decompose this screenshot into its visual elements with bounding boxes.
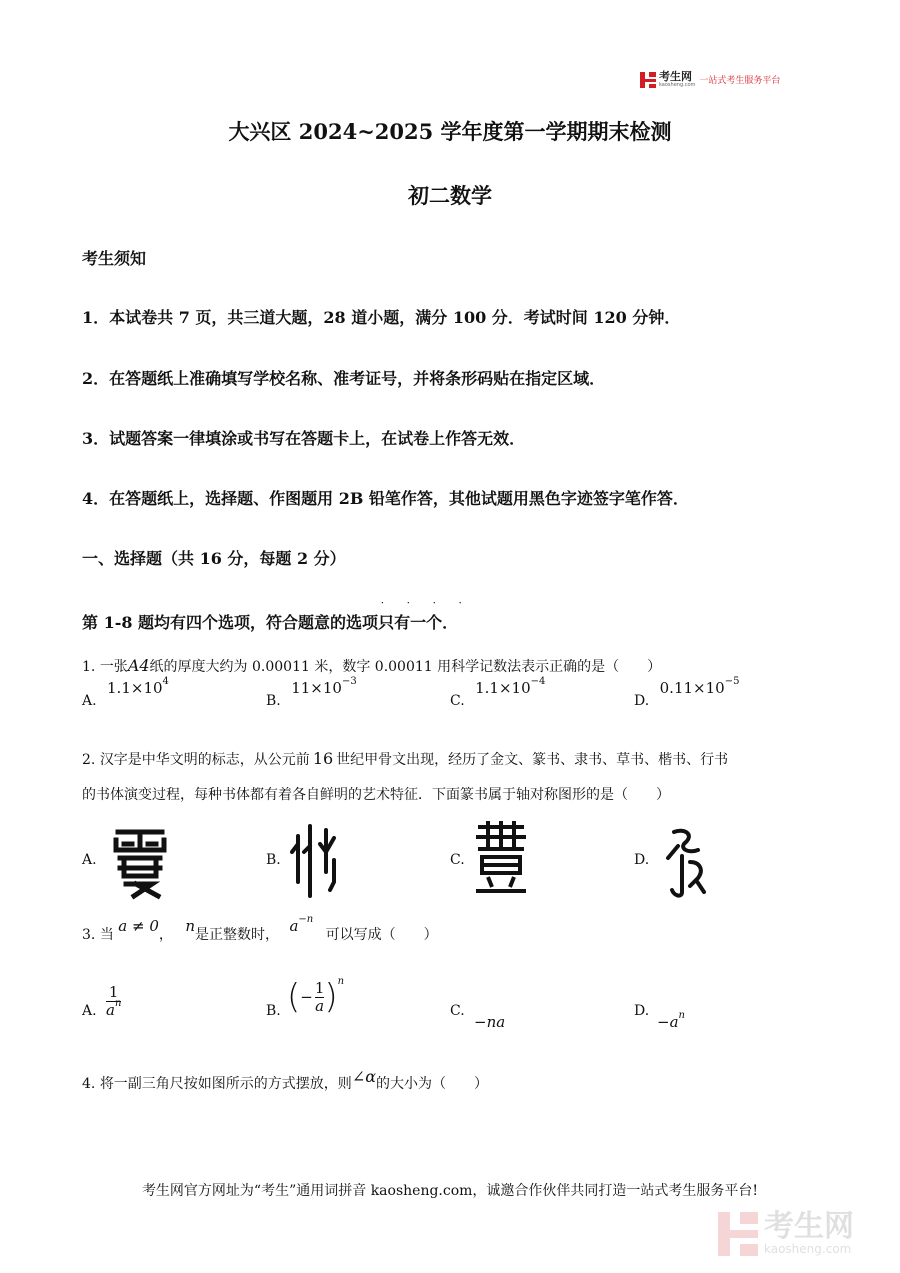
exam-title: 大兴区 2024~2025 学年度第一学期期末检测 xyxy=(228,119,672,144)
option-base: 1.1×10 xyxy=(475,679,531,697)
q1-var: A4 xyxy=(127,656,150,675)
watermark-name: 考生网 xyxy=(764,1209,854,1244)
q2-text-b: 世纪甲骨文出现，经历了金文、篆书、隶书、草书、楷书、行书 xyxy=(336,752,729,768)
option-exp: −4 xyxy=(530,676,546,687)
notice-item-4: 4．在答题纸上，选择题、作图题用 2B 铅笔作答，其他试题用黑色字迹签字笔作答． xyxy=(82,489,689,508)
q3-label-b[interactable]: B. xyxy=(266,1003,281,1019)
instruction-end: ． xyxy=(442,613,459,632)
left-paren: ( xyxy=(287,977,301,1017)
seal-script-glyph-b[interactable] xyxy=(290,822,342,900)
q3-label-c[interactable]: C. xyxy=(450,1003,465,1019)
option-exp: 4 xyxy=(162,676,169,687)
q2-label-b[interactable]: B. xyxy=(266,852,281,868)
logo-name: 考生网 xyxy=(659,70,692,83)
q3-option-a[interactable] xyxy=(106,984,121,1018)
q1-number: 1. xyxy=(82,659,96,675)
notice-item-2: 2．在答题纸上准确填写学校名称、准考证号，并将条形码贴在指定区域． xyxy=(82,369,606,388)
seal-script-glyph-a[interactable] xyxy=(112,826,168,900)
logo-slogan: 一站式考生服务平台 xyxy=(699,76,781,86)
option-exp: −5 xyxy=(724,676,740,687)
q3-text-4: 可以写成（ ） xyxy=(325,927,438,943)
q3-expr-exp: −n xyxy=(298,914,314,925)
question-2-line-1 xyxy=(82,749,728,769)
exam-subtitle: 初二数学 xyxy=(408,183,492,208)
header-logo[interactable] xyxy=(640,71,780,88)
watermark xyxy=(718,1209,854,1256)
q3-text-2: ， xyxy=(158,927,173,943)
q1-post: 纸的厚度大约为 0.00011 米，数字 0.00011 用科学记数法表示正确的是（ ） xyxy=(149,659,662,675)
notice-item-3: 3．试题答案一律填涂或书写在答题卡上，在试卷上作答无效． xyxy=(82,429,526,448)
option-label: A. xyxy=(82,693,97,709)
seal-script-glyph-c[interactable] xyxy=(472,819,530,897)
option-base: 0.11×10 xyxy=(659,679,725,697)
q4-text-1: 将一副三角尺按如图所示的方式摆放，则 xyxy=(99,1076,352,1092)
frac-den: a xyxy=(106,1000,115,1019)
instruction-text: 第 1-8 题均有四个选项，符合题意的选项 xyxy=(82,613,379,632)
option-base: −a xyxy=(657,1013,679,1031)
q2-label-d[interactable]: D. xyxy=(634,852,650,868)
q1-pre: 一张 xyxy=(99,659,128,675)
q2-label-c[interactable]: C. xyxy=(450,852,465,868)
frac-num: 1 xyxy=(108,983,119,1001)
frac-den: a xyxy=(315,996,325,1015)
frac-den-exp: n xyxy=(114,997,122,1009)
q4-text-2: 的大小为（ ） xyxy=(376,1076,489,1092)
q3-condition: a ≠ 0 xyxy=(118,917,159,935)
q2-number-16: 16 xyxy=(312,749,334,768)
emphasis-text: • • • • 只有一个 xyxy=(378,610,442,633)
q3-option-d[interactable] xyxy=(657,1010,685,1031)
option-label: C. xyxy=(450,693,465,709)
q4-angle: ∠α xyxy=(351,1067,377,1086)
logo-icon xyxy=(640,72,656,88)
watermark-url: kaosheng.com xyxy=(764,1242,852,1256)
section-instruction xyxy=(82,610,458,633)
q3-number: 3. xyxy=(82,927,96,943)
option-exp: −3 xyxy=(341,676,357,687)
watermark-logo-icon xyxy=(718,1212,758,1256)
footer-text: 考生网官方网址为“考生”通用词拼音 kaosheng.com，诚邀合作伙伴共同打造一站式考生服务平台! xyxy=(141,1183,759,1199)
power-exp: n xyxy=(337,976,345,987)
logo-url: kaosheng.com xyxy=(659,82,696,88)
q3-text-3: 是正整数时， xyxy=(194,927,279,943)
notice-item-1: 1．本试卷共 7 页，共三道大题，28 道小题，满分 100 分．考试时间 120 分钟． xyxy=(82,308,681,327)
q3-expr-base: a xyxy=(289,917,299,935)
notice-heading: 考生须知 xyxy=(82,249,147,268)
option-exp: n xyxy=(678,1010,685,1021)
question-1 xyxy=(82,656,661,676)
question-2-line-2: 的书体演变过程，每种书体都有着各自鲜明的艺术特征．下面篆书属于轴对称图形的是（ ） xyxy=(82,787,670,803)
right-paren: ) xyxy=(324,977,338,1017)
q3-option-b[interactable] xyxy=(287,976,345,1017)
option-base: 1.1×10 xyxy=(107,679,163,697)
option-label: B. xyxy=(266,693,281,709)
minus-sign: − xyxy=(300,988,313,1006)
frac-num: 1 xyxy=(314,979,325,997)
q2-number: 2. xyxy=(82,752,96,768)
q3-var-n: n xyxy=(185,917,195,935)
q2-text-a: 汉字是中华文明的标志，从公元前 xyxy=(99,752,310,768)
q3-label-a[interactable]: A. xyxy=(82,1003,97,1019)
question-3 xyxy=(82,914,438,944)
seal-script-glyph-d[interactable] xyxy=(660,826,710,900)
q3-option-c[interactable]: −na xyxy=(474,1013,506,1031)
question-4 xyxy=(82,1067,489,1093)
option-label: D. xyxy=(634,693,650,709)
q2-label-a[interactable]: A. xyxy=(82,852,97,868)
section-heading: 一、选择题（共 16 分，每题 2 分） xyxy=(82,549,346,568)
option-base: 11×10 xyxy=(291,679,342,697)
q3-label-d[interactable]: D. xyxy=(634,1003,650,1019)
q3-text-1: 当 xyxy=(99,927,114,943)
q4-number: 4. xyxy=(82,1076,96,1092)
